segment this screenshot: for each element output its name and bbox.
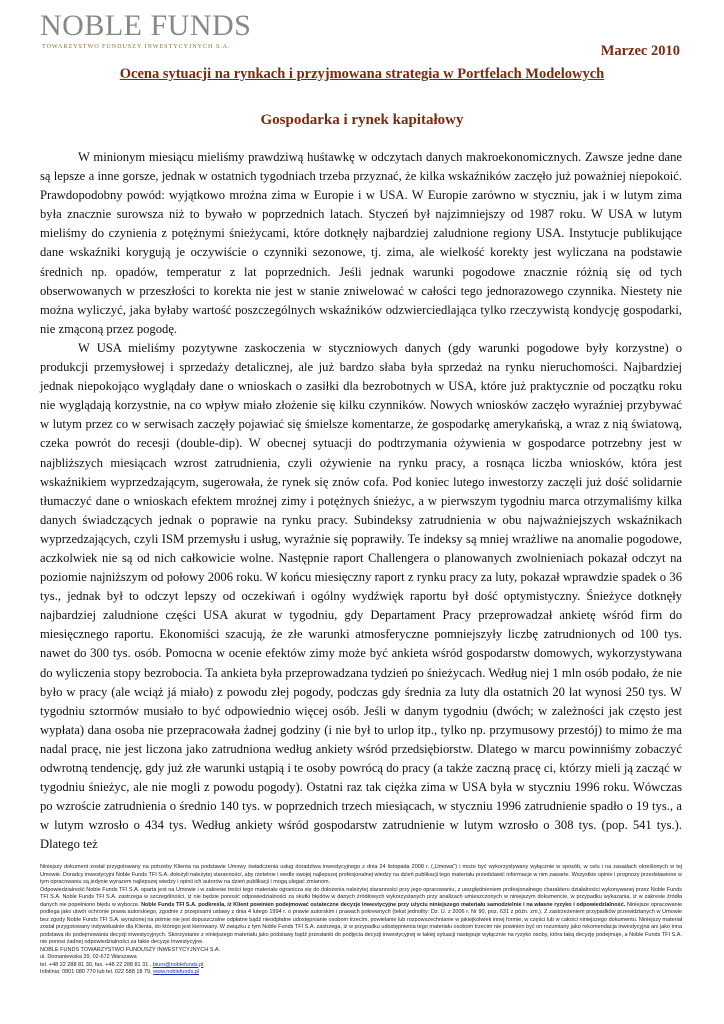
disclaimer-liability-bold: Noble Funds TFI S.A. podkreśla, iż Klient powinien podejmować ostateczne decyzje inwestycyjne przy użyciu niniejszego materiału samodzielnie i na własne ryzyko i odpowiedzialność. <box>141 901 626 908</box>
noble-funds-logo <box>40 9 252 50</box>
document-title: Ocena sytuacji na rynkach i przyjmowana strategia w Portfelach Modelowych <box>119 66 605 82</box>
logo-wordmark: NOBLE FUNDS <box>40 9 252 42</box>
hotline-text: Infolinia: 0801 080 770 lub tel. 022 588 18 79, <box>40 969 152 975</box>
section-title: Gospodarka i rynek kapitałowy <box>260 112 464 128</box>
paragraph-weather-impact: W minionym miesiącu mieliśmy prawdziwą huśtawkę w odczytach danych makroekonomicznych. Zawsze jedne dane są lepsze a inne gorsze, jednak w ostatnich tygodniach trzeba przyznać, że kilka wskaźników zaczęło już poważniej niepokoić. Prawdopodobny powód: wyjątkowo mroźna zima w Europie i w USA. W Europie zarówno w styczniu, jak i w lutym zima była znacznie surowsza niż to bywało w poprzednich latach. Styczeń był najzimniejszy od 1987 roku. W USA w lutym mieliśmy do czynienia z potężnymi śnieżycami, które dotknęły najbardziej zaludnione regiony USA. Instytucje publikujące dane wskaźniki korygują je oczywiście o czynniki sezonowe, tj. zima, ale wielkość korekty jest wyliczana na podstawie średnich np. opadów, temperatur z lat poprzednich. Jeśli jednak warunki pogodowe znacznie różnią się od tych obserwowanych w przeszłości to korekta nie jest w stanie zniwelować w całości tego jednorazowego czynnika. Niestety nie można wyliczyć, jaka byłaby wartość poszczególnych wskaźników odzwierciedlająca tylko rzeczywistą kondycję gospodarki, nie zmąconą przez pogodę. <box>40 150 682 336</box>
legal-footer <box>40 864 682 977</box>
company-address: ul. Domaniewska 39, 02-672 Warszawa <box>40 954 137 960</box>
disclaimer-copyright-text: Niniejsze opracowanie podlega jako utwór ochronie prawa autorskiego, zgodnie z przepisami ustawy z dnia 4 lutego 1994 r. o prawie autorskim i prawach pokrewnych (tekst jednolity: Dz. U. z 2006 r. Nr 90, poz. 631 z późn. zm.). Z zastrzeżeniem przypadków przewidzianych w Umowie bez zgody Noble Funds TFI S.A. wyrażonej na piśmie nie jest dopuszczalne odpłatne bądź nieodpłatne udostępnianie osobom trzecim, powielanie lub rozpowszechnianie w jakiejkolwiek innej formie, w części lub w całości niniejszego dokumentu. Niniejszy materiał został przygotowany indywidualnie dla Klienta, do którego jest kierowany. W związku z tym Noble Funds TFI S.A. zastrzega, iż w przypadku udostępnienia tego materiału osobom trzecim nie powinien być on rozumiany jako rekomendacja inwestycyjna ani jako inna podstawa do podejmowania decyzji inwestycyjnych. Skorzystanie z niniejszego materiału jako podstawy bądź przesłanki do podjęcia decyzji inwestycyjnej w takiej sytuacji następuje wyłącznie na ryzyko osoby, która taką decyzję podejmuje, a Noble Funds TFI S.A. nie ponosi żadnej odpowiedzialności za takie decyzje inwestycyjne. <box>40 901 683 945</box>
report-date: Marzec 2010 <box>600 43 680 59</box>
logo-tagline: TOWARZYSTWO FUNDUSZY INWESTYCYJNYCH S.A. <box>42 43 231 50</box>
company-hotline <box>40 969 682 977</box>
paragraph-us-labor-market: W USA mieliśmy pozytywne zaskoczenia w styczniowych danych (gdy warunki pogodowe były korzystne) o produkcji przemysłowej i sprzedaży detalicznej, ale już bardzo słaba była sprzedaż na rynku nieruchomości. Najbardziej jednak niepokojąco wyglądały dane o wnioskach o zasiłki dla bezrobotnych w USA, które już praktycznie od początku roku nie wyglądają korzystnie, na co wpływ miało złożenie się kilku czynników. Nowych wniosków zaczęło wyraźniej przybywać w lutym przez co w serwisach zaczęły pojawiać się śmielsze komentarze, że gospodarkę amerykańską, a wraz z nią światową, czeka powrót do recesji (double-dip). W obecnej sytuacji do podtrzymania ożywienia w gospodarce potrzebny jest w najbliższych miesiącach wzrost zatrudnienia, czyli ożywienie na rynku pracy, a rosnąca liczba wniosków, która jest wskaźnikiem wyprzedzającym, sugerowała, że rynek się znów cofa. Pod koniec lutego inwestorzy zaczęli już dość solidarnie tłumaczyć dane o wnioskach efektem mroźnej zimy i potężnych śnieżyc, a w pierwszym tygodniu marca otrzymaliśmy kilka danych świadczących jednak o poprawie na rynku pracy. Subindeksy zatrudnienia w obu najważniejszych wskaźnikach wyprzedzających, czyli ISM przemysłu i usług, wyraźnie się poprawiły. Te indeksy są mniej wrażliwe na anomalie pogodowe, aczkolwiek nie są od nich całkowicie wolne. Następnie raport Challengera o planowanych zwolnieniach pokazał odczyt na poziomie najniższym od połowy 2006 roku. W końcu miesięczny raport z rynku pracy za luty, pokazał wprawdzie spadek o 36 tys., jednak był to odczyt lepszy od oczekiwań i ogólny wydźwięk raportu był dość optymistyczny. Śnieżyce dotknęły najbardziej zaludnione części USA akurat w tygodniu, gdy Departament Pracy przeprowadzał ankietę wśród firm do miesięcznego raportu. Ekonomiści szacują, że złe warunki atmosferyczne pomniejszyły liczbę zatrudnionych od 100 tys. nawet do 300 tys. osób. Pomocna w ocenie efektów zimy może być ankieta wśród gospodarstw domowych, wykorzystywana do wyliczenia stopy bezrobocia. Ta ankieta była przeprowadzana tydzień po śnieżycach. Według niej 1 mln osób podało, że nie było w pracy (ale wciąż já miało) z powodu złej pogody, podczas gdy średnia za luty dla ostatnich 20 lat wynosi 250 tys. W tygodniu sztormów musiało to być odpowiednio więcej osób. Jeśli w danym tygodniu (dwóch; w zależności jak często jest wypłata) dana osoba nie przepracowała żadnej godziny (i nie był to urlop itp., tylko np. przymusowy przestój) to mimo że ma nadal pracę, nie jest liczona jako zatrudniona według ankiety wśród przedsiębiorstw. Dlatego w marcu powinniśmy zobaczyć odwrotną tendencję, gdy już złe warunki ustąpią i te osoby powrócą do pracy (a także zaczną pracę ci, którzy mieli ją zacząć w tygodniu śnieżyc, ale nie mogli z powodu pogody). Ostatni raz tak ciężka zima w USA była w styczniu 1996 roku. Wówczas po wzroście zatrudnienia o średnio 140 tys. w poprzednich trzech miesiącach, w styczniu 1996 zatrudnienie spadło o 19 tys., a w lutym wzrosło o 434 tys. Według ankiety wśród gospodarstw zatrudnienie w lutym wzrosło o 308 tys. (pop. 541 tys.). Dlatego też <box>40 340 682 852</box>
website-link[interactable]: www.noblefunds.pl <box>153 969 200 975</box>
company-contact <box>40 962 682 970</box>
disclaimer-liability-text: Odpowiedzialność Noble Funds TFI S.A. oparta jest na Umowie i w zakresie treści tego materiału ogranicza się do dołożenia należytej staranności przy jego opracowaniu, z uwzględnieniem profesjonalnego charakteru działalności wykonywanej przez Noble Funds TFI S.A. Noble Funds TFI S.A. zastrzega w szczególności, iż nie będzie ponosić odpowiedzialności za skutki błędów w danych źródłowych wykorzystanych przy analizach umieszczonych w niniejszym dokumencie, w przypadku wykazania, iż w zakresie źródła danych nie popełniono błędu w wyborze. <box>40 886 682 908</box>
article-body <box>40 148 682 854</box>
email-link[interactable]: biuro@noblefunds.pl <box>152 961 204 968</box>
disclaimer-usage: Niniejszy dokument został przygotowany na potrzeby Klienta na podstawie Umowy świadczenia usług doradztwa inwestycyjnego z dnia 24 listopada 2008 r. („Umowa") i może być wykorzystywany wyłącznie w sposób, w celu i na zasadach określonych w tej Umowie. Doradcy inwestycyjni Noble Funds TFI S.A. dołożyli należytej staranności, aby rzetelnie i wedle swojej najlepszej profesjonalnej wiedzy na dzień publikacji tego materiału przedstawić informacje w nim zawarte. Wszystkie opinie i prognozy przedstawione w tym opracowaniu są jedynie wyrazem najlepszej wiedzy i opinii ich autorów na dzień publikacji i mogą ulegać zmianom. <box>40 864 682 885</box>
disclaimer-liability <box>40 887 682 947</box>
company-name: NOBLE FUNDS TOWARZYSTWO FUNDUSZY INWESTYCYJNYCH S.A. <box>40 946 221 953</box>
phone-fax: tel. +48 22 288 81 30, fax. +48 22 288 81 31 , <box>40 961 152 968</box>
